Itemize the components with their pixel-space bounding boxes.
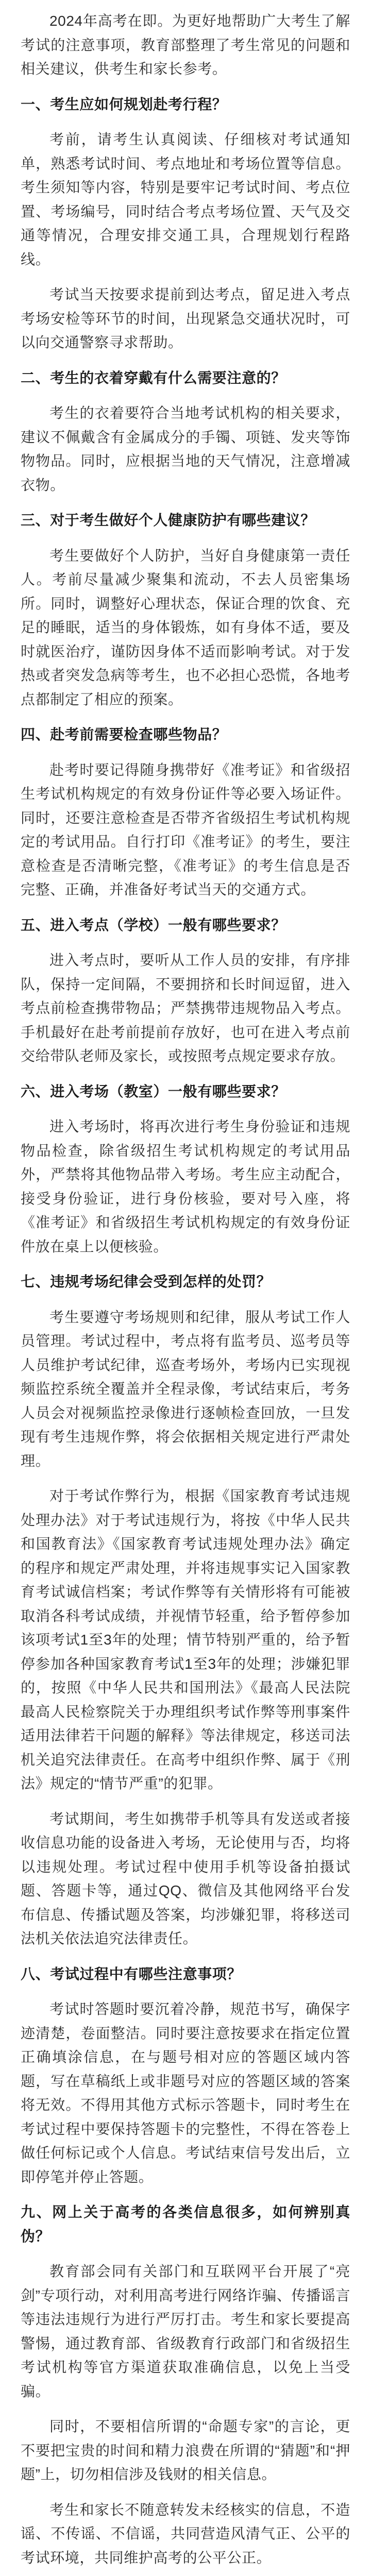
body-paragraph: 考生的衣着要符合当地考试机构的相关要求，建议不佩戴含有金属成分的手镯、项链、发夹等饰物物品。同时，应根据当地的天气情况，注意增减衣物。 <box>21 405 350 493</box>
section-heading: 九、网上关于高考的各类信息很多，如何辨别真伪？ <box>21 2204 350 2244</box>
body-paragraph: 考生要遵守考场规则和纪律，服从考试工作人员管理。考试过程中，考点将有监考员、巡考员等人员维护考试纪律，巡查考场外，考场内已实现视频监控系统全覆盖并全程录像，考试结束后，考务人员会对视频监控录像进行逐帧检查回放，一旦发现有考生违规作弊，将会依据相关规定进行严肃处理。 <box>21 1309 350 1469</box>
body-paragraph: 教育部会同有关部门和互联网平台开展了“亮剑”专项行动，对利用高考进行网络诈骗、传播谣言等违法违规行为进行严厉打击。考生和家长要提高警惕，通过教育部、省级教育行政部门和省级招生考试机构等官方渠道获取准确信息，以免上当受骗。 <box>21 2263 350 2399</box>
body-paragraph: 进入考点时，要听从工作人员的安排，有序排队，保持一定间隔，不要拥挤和长时间逗留，进入考点前检查携带物品；严禁携带违规物品入考点。手机最好在赴考前提前存放好，也可在进入考点前交给带队老师及家长，或按照考点规定要求存放。 <box>21 952 350 1064</box>
body-paragraph: 赴考时要记得随身携带好《准考证》和省级招生考试机构规定的有效身份证件等必要入场证件。同时，还要注意检查是否带齐省级招生考试机构规定的考试用品。自行打印《准考证》的考生，要注意检查是否清晰完整，《准考证》的考生信息是否完整、正确，并准备好考试当天的交通方式。 <box>21 761 350 897</box>
body-paragraph: 考前，请考生认真阅读、仔细核对考试通知单，熟悉考试时间、考点地址和考场位置等信息。考生须知等内容，特别是要牢记考试时间、考点位置、考场编号，同时结合考点考场位置、天气及交通等情况，合理安排交通工具，合理规划行程路线。 <box>21 131 350 267</box>
body-paragraph: 同时，不要相信所谓的“命题专家”的言论，更不要把宝贵的时间和精力浪费在所谓的“猜题”和“押题”上，切勿相信涉及钱财的相关信息。 <box>21 2418 350 2482</box>
section-heading: 六、进入考场（教室）一般有哪些要求？ <box>21 1083 286 1099</box>
body-paragraph: 考试当天按要求提前到达考点，留足进入考点考场安检等环节的时间，出现紧急交通状况时，可以向交通警察寻求帮助。 <box>21 286 350 350</box>
body-paragraph: 考试时答题时要沉着冷静，规范书写，确保字迹清楚，卷面整洁。同时要注意按要求在指定位置正确填涂信息，在与题号相对应的答题区域内答题，写在草稿纸上或非题号对应的答题区域的答案将无效。不得用其他方式标示答题卡，同时考生在考试过程中要保持答题卡的完整性，不得在答卷上做任何标记或个人信息。考试结束信号发出后，立即停笔并停止答题。 <box>21 2001 350 2185</box>
body-paragraph: 考生和家长不随意转发未经核实的信息，不造谣、不传谣、不信谣，共同营造风清气正、公平的考试环境，共同维护高考的公平公正。 <box>21 2501 350 2566</box>
body-paragraph: 考生要做好个人防护，当好自身健康第一责任人。考前尽量减少聚集和流动，不去人员密集场所。同时，调整好心理状态，保证合理的饮食、充足的睡眠，适当的身体锻炼，如有身体不适，要及时就医治疗，谨防因身体不适而影响考试。对于发热或者突发急病等考生，也不必担心恐慌，各地考点都制定了相应的预案。 <box>21 547 350 707</box>
section-heading: 五、进入考点（学校）一般有哪些要求？ <box>21 917 286 933</box>
section-heading: 七、违规考场纪律会受到怎样的处罚？ <box>21 1274 272 1290</box>
section-heading: 八、考试过程中有哪些注意事项？ <box>21 1965 242 1982</box>
body-paragraph: 对于考试作弊行为，根据《国家教育考试违规处理办法》对于考试违规行为，将按《中华人民共和国教育法》《国家教育考试违规处理办法》确定的程序和规定严肃处理，并将违规事实记入国家教育考试诚信档案；考试作弊等有关情形将有可能被取消各科考试成绩，并视情节轻重，给予暂停参加该项考试1至3年的处理；情节特别严重的，给予暂停参加各种国家教育考试1至3年的处理；涉嫌犯罪的，按照《中华人民共和国刑法》《最高人民法院 最高人民检察院关于办理组织考试作弊等刑事案件适用法律若干问题的解释》等法律规定，移送司法机关追究法律责任。在高考中组织作弊、属于《刑法》规定的“情节严重”的犯罪。 <box>21 1488 350 1791</box>
section-heading: 二、考生的衣着穿戴有什么需要注意的？ <box>21 369 286 386</box>
section-heading: 三、对于考生做好个人健康防护有哪些建议？ <box>21 512 316 528</box>
intro-paragraph: 2024年高考在即。为更好地帮助广大考生了解考试的注意事项，教育部整理了考生常见的问题和相关建议，供考生和家长参考。 <box>21 13 350 77</box>
body-paragraph: 进入考场时，将再次进行考生身份验证和违规物品检查，除省级招生考试机构规定的考试用品外，严禁将其他物品带入考场。考生应主动配合，接受身份验证，进行身份核验，要对号入座，将《准考证》和省级招生考试机构规定的有效身份证件放在桌上以便核验。 <box>21 1118 350 1255</box>
section-heading: 四、赴考前需要检查哪些物品？ <box>21 726 227 742</box>
body-paragraph: 考试期间，考生如携带手机等具有发送或者接收信息功能的设备进入考场，无论使用与否，均将以违规处理。考试过程中使用手机等设备拍摄试题、答题卡等，通过QQ、微信及其他网络平台发布信息、传播试题及答案，均涉嫌犯罪，将移送司法机关依法追究法律责任。 <box>21 1810 350 1946</box>
section-heading: 一、考生应如何规划赴考行程？ <box>21 96 227 112</box>
